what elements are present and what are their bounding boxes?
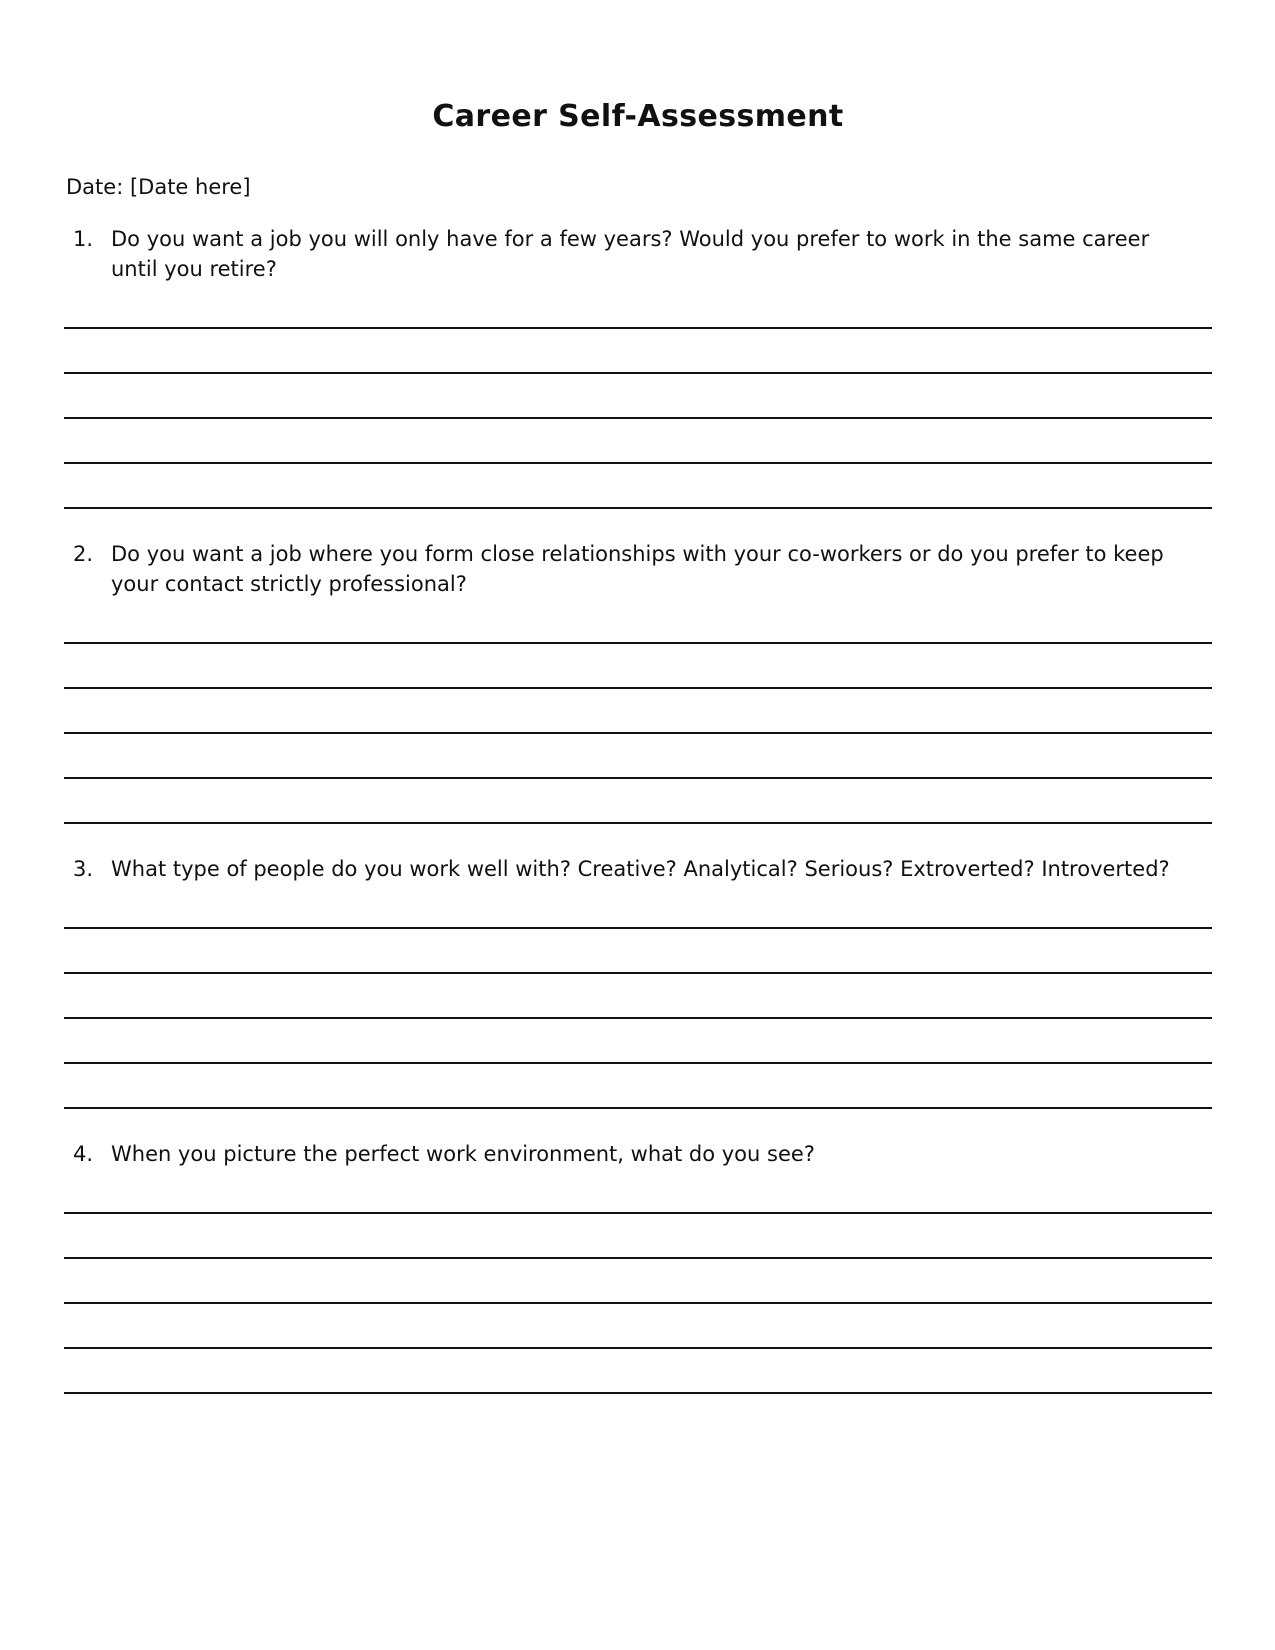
question-row [73, 854, 1212, 884]
answer-line [64, 644, 1212, 689]
date-label: Date: [66, 175, 124, 199]
question-block [64, 539, 1212, 824]
answer-lines [64, 284, 1212, 509]
date-line [66, 172, 1212, 202]
page-title: Career Self-Assessment [432, 99, 844, 134]
question-number: 2. [73, 542, 94, 566]
question-text: Do you want a job you will only have for a few years? Would you prefer to work in the same career until you retire? [111, 227, 1150, 281]
answer-line [64, 419, 1212, 464]
questions-list [64, 224, 1212, 1394]
date-placeholder: [Date here] [129, 175, 251, 199]
answer-lines [64, 1169, 1212, 1394]
question-block [64, 224, 1212, 509]
answer-line [64, 284, 1212, 329]
question-number: 1. [73, 227, 94, 251]
answer-line [64, 929, 1212, 974]
answer-lines [64, 884, 1212, 1109]
answer-line [64, 1169, 1212, 1214]
answer-line [64, 779, 1212, 824]
answer-line [64, 734, 1212, 779]
question-row [73, 224, 1212, 284]
answer-line [64, 374, 1212, 419]
question-row [73, 1139, 1212, 1169]
answer-line [64, 1064, 1212, 1109]
question-row [73, 539, 1212, 599]
answer-line [64, 689, 1212, 734]
question-number: 3. [73, 857, 94, 881]
answer-line [64, 329, 1212, 374]
question-number: 4. [73, 1142, 94, 1166]
question-text: Do you want a job where you form close relationships with your co-workers or do you prefer to keep your contact strictly professional? [111, 542, 1164, 596]
question-block [64, 1139, 1212, 1394]
answer-line [64, 1214, 1212, 1259]
answer-line [64, 1304, 1212, 1349]
answer-line [64, 1259, 1212, 1304]
answer-line [64, 884, 1212, 929]
answer-line [64, 974, 1212, 1019]
question-text: What type of people do you work well with? Creative? Analytical? Serious? Extroverted? Introverted? [111, 857, 1170, 881]
answer-line [64, 464, 1212, 509]
answer-line [64, 599, 1212, 644]
answer-line [64, 1349, 1212, 1394]
answer-lines [64, 599, 1212, 824]
answer-line [64, 1019, 1212, 1064]
question-text: When you picture the perfect work environment, what do you see? [111, 1142, 815, 1166]
question-block [64, 854, 1212, 1109]
